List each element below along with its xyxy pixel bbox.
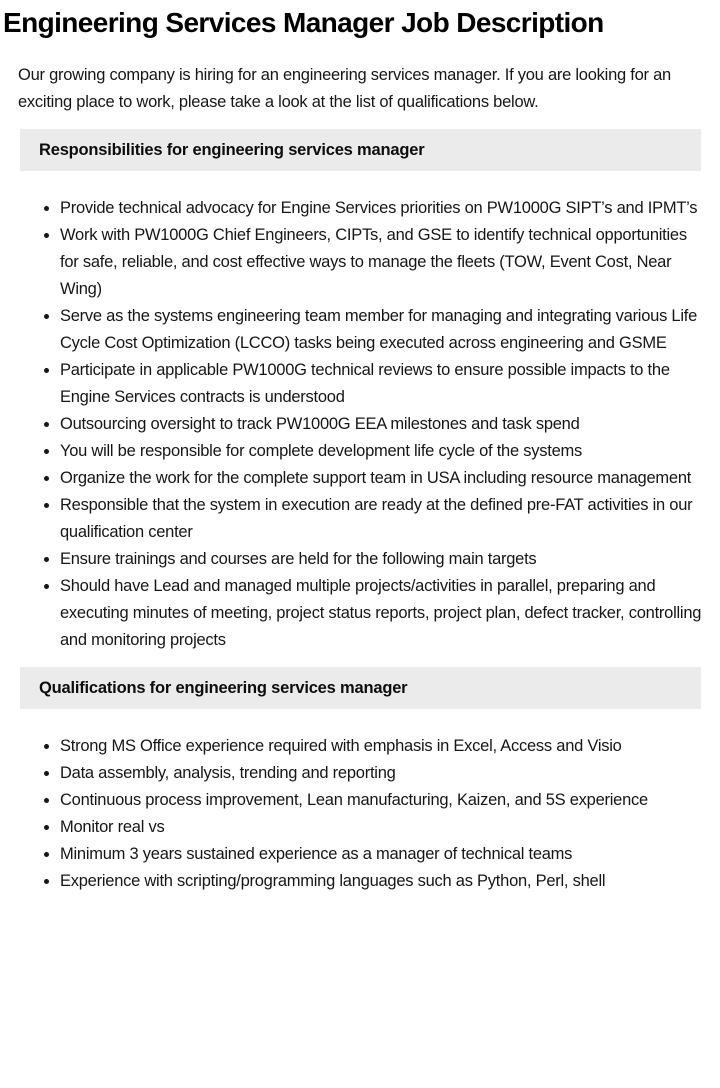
list-item: Data assembly, analysis, trending and reporting <box>60 760 705 787</box>
section-heading-responsibilities: Responsibilities for engineering services manager <box>20 129 701 171</box>
list-item: Ensure trainings and courses are held for the following main targets <box>60 546 705 573</box>
list-item: Participate in applicable PW1000G technical reviews to ensure possible impacts to the Engine Services contracts is understood <box>60 357 705 411</box>
qualifications-list <box>0 733 705 895</box>
list-item: You will be responsible for complete development life cycle of the systems <box>60 438 705 465</box>
section-heading-qualifications: Qualifications for engineering services manager <box>20 667 701 709</box>
page-title: Engineering Services Manager Job Description <box>3 7 604 38</box>
list-item: Strong MS Office experience required with emphasis in Excel, Access and Visio <box>60 733 705 760</box>
list-item: Provide technical advocacy for Engine Services priorities on PW1000G SIPT’s and IPMT’s <box>60 195 705 222</box>
list-item: Outsourcing oversight to track PW1000G EEA milestones and task spend <box>60 411 705 438</box>
list-item: Serve as the systems engineering team member for managing and integrating various Life Cycle Cost Optimization (LCCO) tasks being executed across engineering and GSME <box>60 303 705 357</box>
section-responsibilities <box>0 129 720 654</box>
list-item: Organize the work for the complete support team in USA including resource management <box>60 465 705 492</box>
section-qualifications <box>0 667 720 895</box>
list-item: Continuous process improvement, Lean manufacturing, Kaizen, and 5S experience <box>60 787 705 814</box>
list-item: Responsible that the system in execution are ready at the defined pre-FAT activities in our qualification center <box>60 492 705 546</box>
list-item: Experience with scripting/programming languages such as Python, Perl, shell <box>60 868 705 895</box>
responsibilities-list <box>0 195 705 654</box>
list-item: Work with PW1000G Chief Engineers, CIPTs, and GSE to identify technical opportunities for safe, reliable, and cost effective ways to manage the fleets (TOW, Event Cost, Near Wing) <box>60 222 705 303</box>
job-description-document <box>0 4 720 895</box>
list-item: Monitor real vs <box>60 814 705 841</box>
intro-paragraph: Our growing company is hiring for an engineering services manager. If you are looking for an exciting place to work, please take a look at the list of qualifications below. <box>18 66 671 111</box>
list-item: Should have Lead and managed multiple projects/activities in parallel, preparing and executing minutes of meeting, project status reports, project plan, defect tracker, controlling and monitoring projects <box>60 573 705 654</box>
list-item: Minimum 3 years sustained experience as a manager of technical teams <box>60 841 705 868</box>
